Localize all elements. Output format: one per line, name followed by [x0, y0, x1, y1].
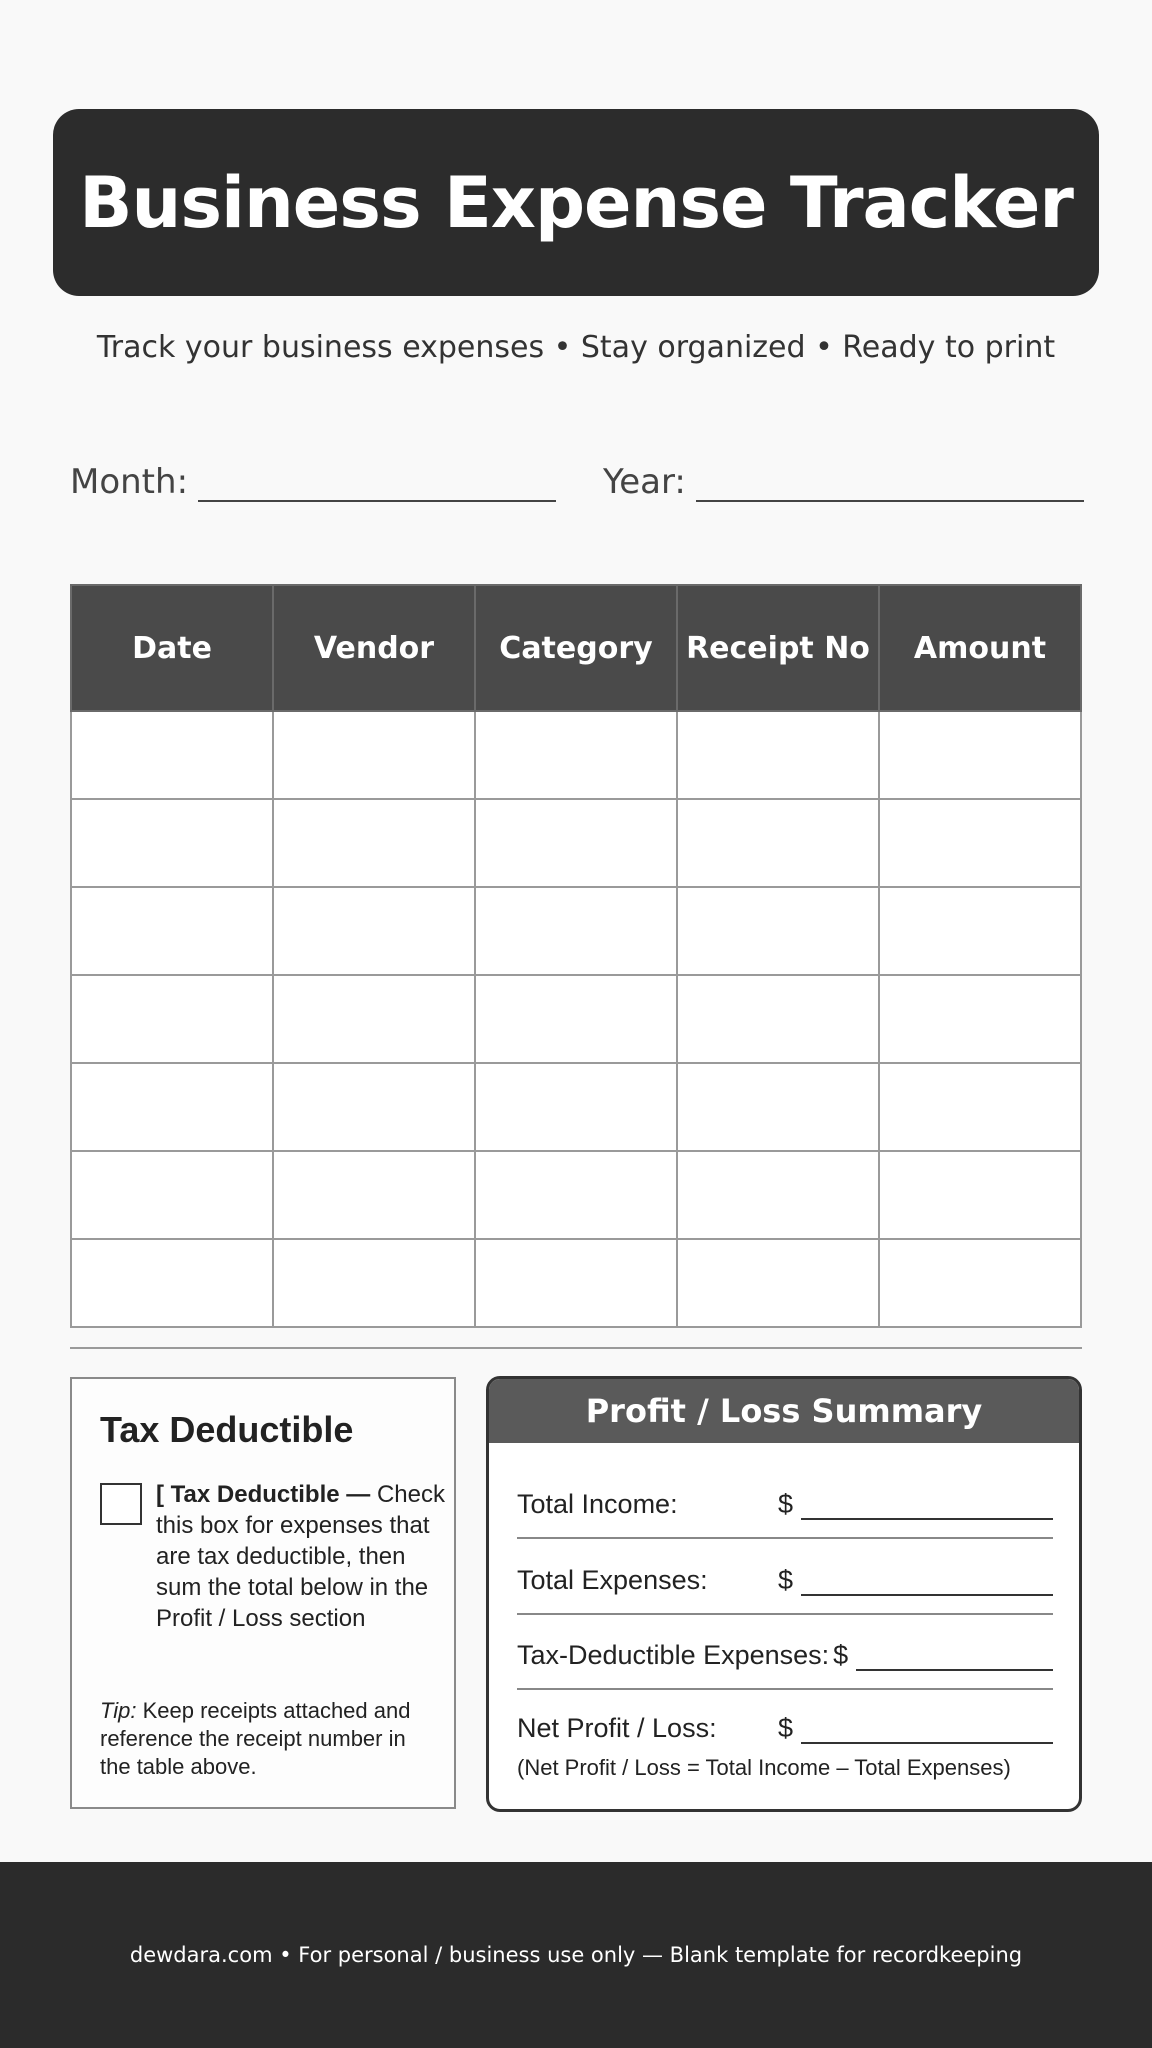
expense-table-container [70, 584, 1082, 1328]
column-header-amount: Amount [879, 585, 1081, 711]
table-cell[interactable] [273, 975, 475, 1063]
table-cell[interactable] [71, 799, 273, 887]
table-cell[interactable] [475, 1151, 677, 1239]
table-cell[interactable] [475, 711, 677, 799]
profit-loss-summary-panel [486, 1376, 1082, 1812]
table-cell[interactable] [475, 1063, 677, 1151]
table-cell[interactable] [273, 1063, 475, 1151]
table-cell[interactable] [273, 711, 475, 799]
table-cell[interactable] [677, 1239, 879, 1327]
column-header-vendor: Vendor [273, 585, 475, 711]
page-title: Business Expense Tracker [79, 161, 1073, 244]
tax-deductible-heading: Tax Deductible [100, 1409, 354, 1450]
table-row [71, 1239, 1081, 1327]
table-cell[interactable] [475, 887, 677, 975]
table-cell[interactable] [71, 1239, 273, 1327]
table-row [71, 799, 1081, 887]
tax-deductible-description [156, 1479, 446, 1634]
table-cell[interactable] [879, 1063, 1081, 1151]
table-row [71, 887, 1081, 975]
table-cell[interactable] [677, 887, 879, 975]
expense-table-body [71, 711, 1081, 1327]
total-income-currency: $ [777, 1489, 793, 1519]
table-cell[interactable] [273, 1239, 475, 1327]
tax-deductible-expenses-label: Tax-Deductible Expenses: [517, 1640, 830, 1670]
header-banner [53, 109, 1099, 296]
table-cell[interactable] [71, 1151, 273, 1239]
total-expenses-label: Total Expenses: [517, 1565, 708, 1595]
table-row [71, 711, 1081, 799]
table-cell[interactable] [273, 887, 475, 975]
tip-text: Keep receipts attached and reference the receipt number in the table above. [100, 1698, 411, 1779]
summary-row-separator [517, 1688, 1053, 1690]
table-cell[interactable] [71, 1063, 273, 1151]
tip-label: Tip: [100, 1698, 137, 1723]
column-header-category: Category [475, 585, 677, 711]
summary-title: Profit / Loss Summary [489, 1379, 1079, 1443]
table-cell[interactable] [879, 975, 1081, 1063]
table-cell[interactable] [677, 711, 879, 799]
tax-deductible-checkbox[interactable] [100, 1483, 142, 1525]
net-profit-loss-currency: $ [777, 1713, 793, 1743]
total-expenses-currency: $ [777, 1565, 793, 1595]
table-cell[interactable] [71, 711, 273, 799]
tax-deductible-expenses-input-line[interactable] [856, 1641, 1053, 1671]
month-field [70, 462, 556, 502]
tax-deductible-panel [70, 1377, 456, 1809]
table-cell[interactable] [677, 1151, 879, 1239]
summary-row-separator [517, 1537, 1053, 1539]
net-profit-loss-label: Net Profit / Loss: [517, 1713, 717, 1743]
section-divider [70, 1347, 1082, 1349]
table-row [71, 975, 1081, 1063]
net-profit-loss-input-line[interactable] [801, 1714, 1053, 1744]
total-expenses-input-line[interactable] [801, 1566, 1053, 1596]
tax-deductible-inline-title: Tax Deductible — [170, 1481, 371, 1508]
footer-text: dewdara.com • For personal / business use only — Blank template for recordkeeping [129, 1943, 1023, 1967]
year-field [603, 462, 1084, 502]
tax-deductible-text: Check this box for expenses that are tax deductible, then sum the total below in the Profit / Loss section [156, 1481, 445, 1632]
total-income-input-line[interactable] [801, 1490, 1053, 1520]
table-cell[interactable] [677, 975, 879, 1063]
table-cell[interactable] [677, 1063, 879, 1151]
table-cell[interactable] [879, 1239, 1081, 1327]
tax-deductible-expenses-row [517, 1640, 1053, 1671]
tax-tip [100, 1697, 440, 1781]
table-cell[interactable] [71, 887, 273, 975]
table-cell[interactable] [475, 975, 677, 1063]
total-expenses-row [517, 1565, 1053, 1596]
month-input-line[interactable] [198, 464, 556, 502]
table-cell[interactable] [879, 711, 1081, 799]
year-label: Year: [603, 462, 686, 502]
table-row [71, 1151, 1081, 1239]
net-profit-loss-formula-note: (Net Profit / Loss = Total Income – Total Expenses) [517, 1755, 1011, 1780]
table-header-row [71, 585, 1081, 711]
column-header-date: Date [71, 585, 273, 711]
year-input-line[interactable] [696, 464, 1084, 502]
table-cell[interactable] [273, 1151, 475, 1239]
total-income-label: Total Income: [517, 1489, 678, 1519]
table-row [71, 1063, 1081, 1151]
summary-row-separator [517, 1613, 1053, 1615]
net-profit-loss-row [517, 1713, 1053, 1744]
table-cell[interactable] [879, 799, 1081, 887]
total-income-row [517, 1489, 1053, 1520]
tax-deductible-expenses-currency: $ [833, 1640, 849, 1670]
table-cell[interactable] [879, 887, 1081, 975]
table-cell[interactable] [879, 1151, 1081, 1239]
table-cell[interactable] [475, 1239, 677, 1327]
table-cell[interactable] [71, 975, 273, 1063]
tax-bracket: [ [156, 1481, 164, 1508]
table-cell[interactable] [273, 799, 475, 887]
table-cell[interactable] [677, 799, 879, 887]
footer [0, 1862, 1152, 2048]
month-label: Month: [70, 462, 189, 502]
table-cell[interactable] [475, 799, 677, 887]
column-header-receipt-no: Receipt No [677, 585, 879, 711]
expense-table [70, 584, 1082, 1328]
page-subtitle: Track your business expenses • Stay organized • Ready to print [96, 330, 1056, 365]
